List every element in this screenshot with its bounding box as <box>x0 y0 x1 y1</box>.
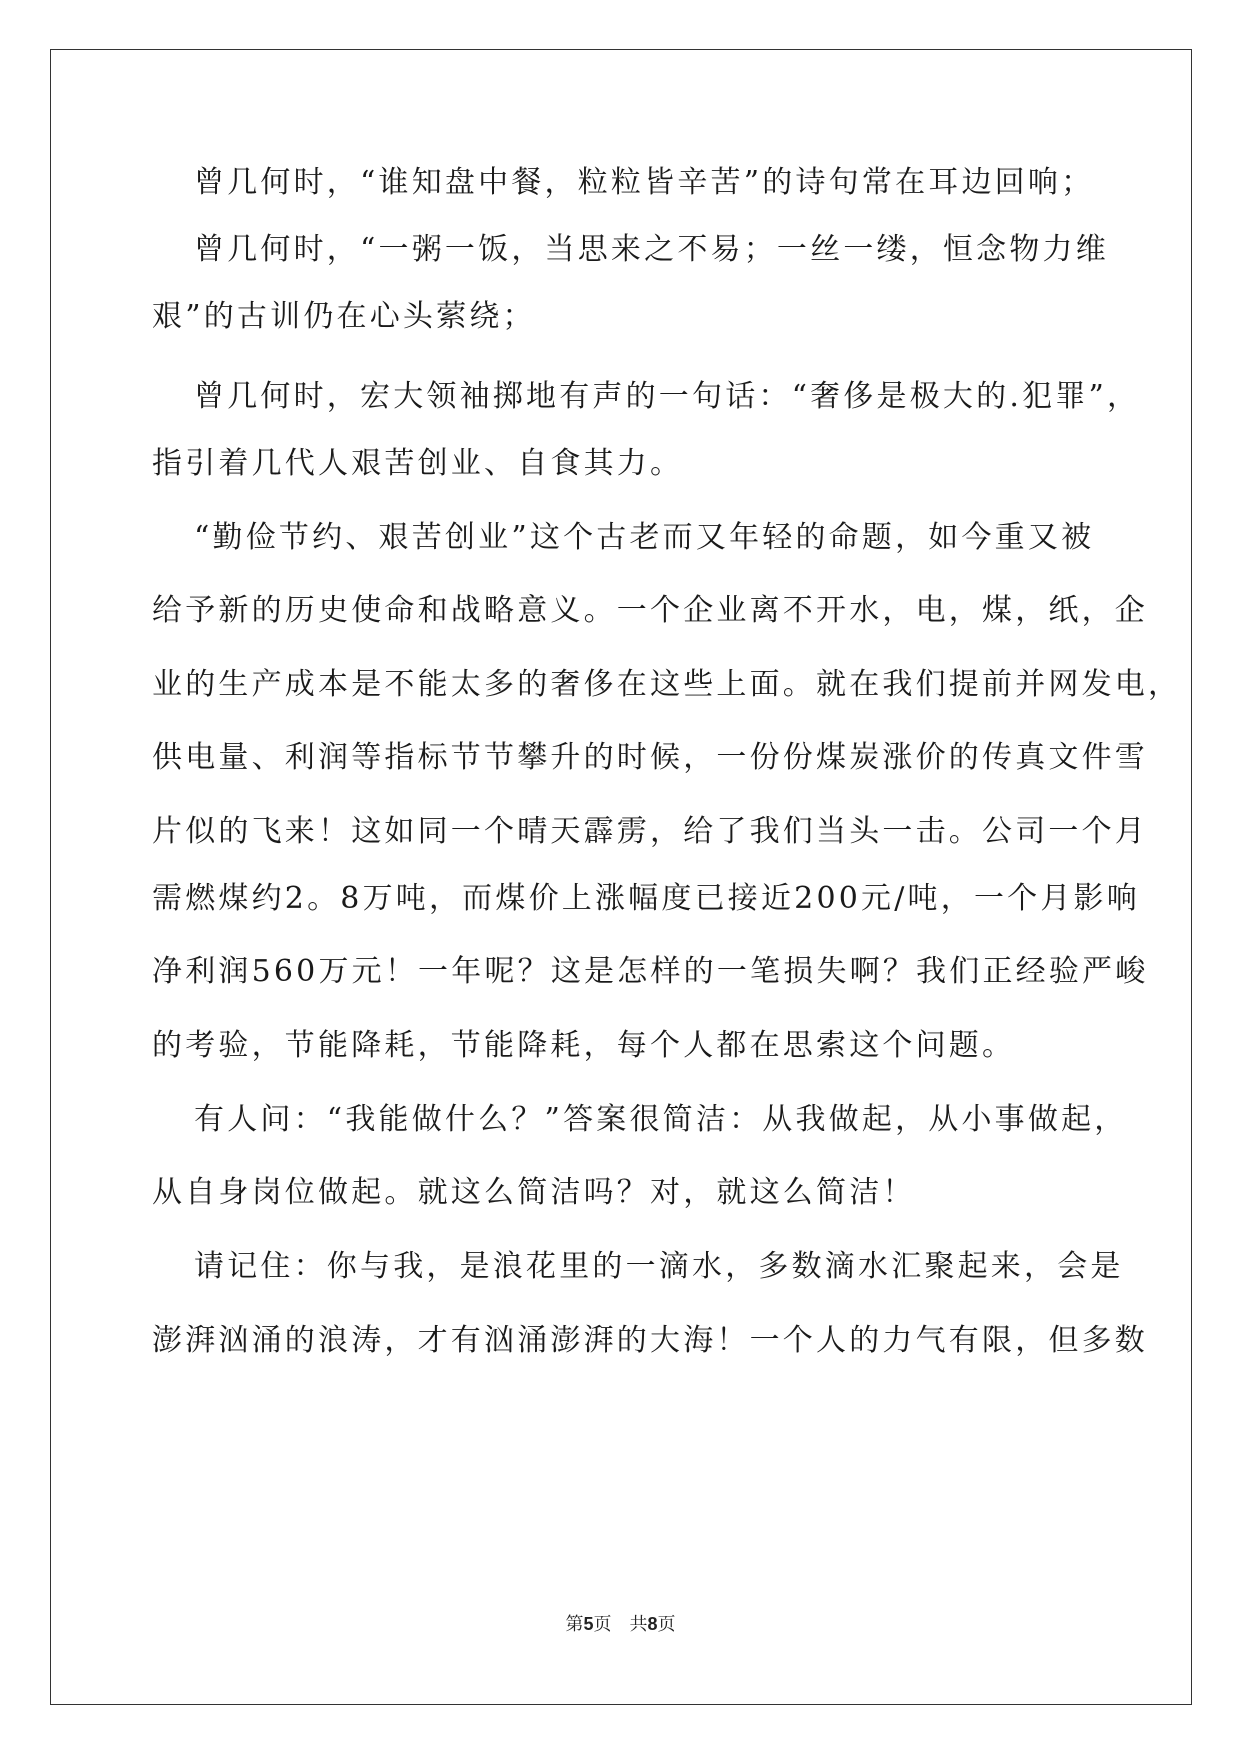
text-line: 片似的飞来！这如同一个晴天霹雳，给了我们当头一击。公司一个月 <box>152 814 1148 849</box>
text-line: 指引着几代人艰苦创业、自食其力。 <box>152 446 684 481</box>
text-line: 的考验，节能降耗，节能降耗，每个人都在思索这个问题。 <box>152 1028 1016 1063</box>
text-line: 请记住：你与我，是浪花里的一滴水，多数滴水汇聚起来，会是 <box>194 1249 1124 1284</box>
page-number-footer <box>0 1610 1241 1636</box>
text-line: 供电量、利润等指标节节攀升的时候，一份份煤炭涨价的传真文件雪 <box>152 740 1148 775</box>
footer-prefix: 第 <box>565 1614 584 1635</box>
text-line: 曾几何时，宏大领袖掷地有声的一句话：“奢侈是极大的.犯罪”， <box>194 379 1141 414</box>
current-page-number: 5 <box>583 1614 594 1634</box>
text-line: 需燃煤约2。8万吨，而煤价上涨幅度已接近200元/吨，一个月影响 <box>152 881 1140 916</box>
text-line: “勤俭节约、艰苦创业”这个古老而又年轻的命题，如今重又被 <box>194 520 1095 555</box>
text-line: 曾几何时，“谁知盘中餐，粒粒皆辛苦”的诗句常在耳边回响； <box>194 165 1095 200</box>
text-line: 业的生产成本是不能太多的奢侈在这些上面。就在我们提前并网发电， <box>152 667 1182 702</box>
text-line: 艰”的古训仍在心头萦绕； <box>152 299 536 334</box>
text-line: 澎湃汹涌的浪涛，才有汹涌澎湃的大海！一个人的力气有限，但多数 <box>152 1323 1148 1358</box>
footer-suffix: 页 <box>657 1614 676 1635</box>
text-line: 曾几何时，“一粥一饭，当思来之不易；一丝一缕，恒念物力维 <box>194 232 1109 267</box>
text-line: 给予新的历史使命和战略意义。一个企业离不开水，电，煤，纸，企 <box>152 593 1148 628</box>
text-line: 从自身岗位做起。就这么简洁吗？对，就这么简洁！ <box>152 1175 916 1210</box>
text-line: 净利润560万元！一年呢？这是怎样的一笔损失啊？我们正经验严峻 <box>152 954 1149 989</box>
text-line: 有人问：“我能做什么？”答案很简洁：从我做起，从小事做起， <box>194 1102 1128 1137</box>
total-page-number: 8 <box>647 1614 658 1634</box>
footer-middle: 页 共 <box>593 1614 648 1635</box>
